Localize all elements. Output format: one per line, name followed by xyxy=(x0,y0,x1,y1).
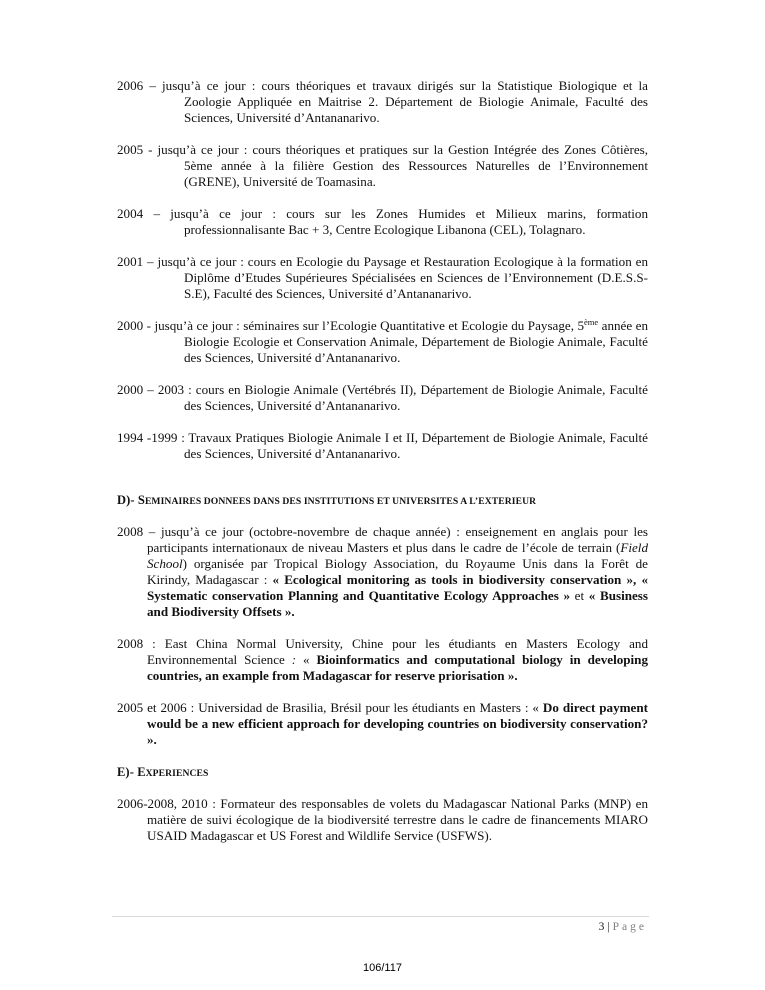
heading-title: EMINAIRES DONNEES DANS DES INSTITUTIONS ET UNIVERSITES A L’EXTERIEUR xyxy=(144,496,537,507)
teaching-entry: 2001 – jusqu’à ce jour : cours en Ecologie du Paysage et Restauration Ecologique à la formation en Diplôme d’Etudes Supérieures Spécialisées en Sciences de l’Environnement (D.E.S.S-S.E), Faculté des Sciences, Université d’Antananarivo. xyxy=(117,254,648,301)
seminar-text: et xyxy=(570,588,589,603)
teaching-entry: 1994 -1999 : Travaux Pratiques Biologie Animale I et II, Département de Biologie Animale, Faculté des Sciences, Université d’Antananarivo. xyxy=(117,430,648,461)
seminar-text: 2008 : East China Normal University, Chine pour les étudiants en Masters Ecology and Environnemental Science xyxy=(117,636,648,667)
section-heading-e xyxy=(117,764,648,782)
seminar-italic: Field School xyxy=(147,540,648,571)
teaching-entry: 2000 – 2003 : cours en Biologie Animale (Vertébrés II), Département de Biologie Animale, Faculté des Sciences, Université d’Antananarivo. xyxy=(117,382,648,413)
seminar-text: 2008 – jusqu’à ce jour (octobre-novembre de chaque année) : enseignement en anglais pour les participants internationaux de niveau Masters et plus dans le cadre de l’école de terrain ( xyxy=(117,524,648,555)
seminar-italic: : xyxy=(291,652,297,667)
teaching-entry-text: 2000 - jusqu’à ce jour : séminaires sur l’Ecologie Quantitative et Ecologie du Paysage, 5 xyxy=(117,318,585,333)
heading-title: XPERIENCES xyxy=(145,768,209,779)
teaching-entry: 2005 - jusqu’à ce jour : cours théoriques et pratiques sur la Gestion Intégrée des Zones Côtières, 5ème année à la filière Gestion des Ressources Naturelles de l’Environnement (GRENE), Université de Toamasina. xyxy=(117,142,648,189)
footer-page-number xyxy=(599,921,647,933)
seminar-title-bold: « Ecological monitoring as tools in biodiversity conservation », « Systematic conservation Planning and Quantitative Ecology Approaches » xyxy=(147,572,648,603)
seminar-text: . xyxy=(291,604,295,619)
page-label: Page xyxy=(612,921,647,933)
seminar-title-bold: « Business and Biodiversity Offsets » xyxy=(147,588,649,619)
seminar-text: « xyxy=(296,652,317,667)
seminar-title-bold: Bioinformatics and computational biology in developing countries, an example from Madagascar for reserve priorisation ». xyxy=(147,652,648,683)
teaching-entry-text: année en Biologie Ecologie et Conservation Animale, Département de Biologie Animale, Faculté des Sciences, Université d’Antananarivo. xyxy=(184,318,649,365)
teaching-entry: 2006 – jusqu’à ce jour : cours théoriques et travaux dirigés sur la Statistique Biologique et la Zoologie Appliquée en Maitrise 2. Département de Biologie Animale, Faculté des Sciences, Université d’Antananarivo. xyxy=(117,78,648,125)
seminar-title-bold: Do direct payment would be a new efficient approach for developing countries on biodiversity conservation? ». xyxy=(147,700,649,747)
footer-divider xyxy=(112,916,649,917)
superscript: ème xyxy=(584,317,599,327)
page-number: 3 xyxy=(598,921,605,933)
teaching-entry: 2004 – jusqu’à ce jour : cours sur les Zones Humides et Milieux marins, formation professionnalisante Bac + 3, Centre Ecologique Libanona (CEL), Tolagnaro. xyxy=(117,206,648,237)
seminar-text: ) organisée par Tropical Biology Association, du Royaume Unis dans la Forêt de Kirindy, Madagascar : xyxy=(147,556,648,587)
page-separator: | xyxy=(607,921,610,933)
heading-prefix: D)- S xyxy=(117,493,145,507)
seminar-entry xyxy=(117,524,648,620)
seminar-entry xyxy=(117,700,648,748)
seminar-text: 2005 et 2006 : Universidad de Brasilia, Brésil pour les étudiants en Masters : « xyxy=(117,700,543,715)
heading-prefix: E)- E xyxy=(117,765,146,779)
teaching-entry xyxy=(117,318,648,366)
experience-entry: 2006-2008, 2010 : Formateur des responsables de volets du Madagascar National Parks (MNP) en matière de suivi écologique de la biodiversité terrestre dans le cadre de financements MIARO USAID Madagascar et US Forest and Wildlife Service (USFWS). xyxy=(117,796,648,843)
document-body xyxy=(117,78,648,860)
section-heading-d xyxy=(117,492,648,510)
document-page-counter: 106/117 xyxy=(363,962,402,974)
seminar-entry xyxy=(117,636,648,684)
